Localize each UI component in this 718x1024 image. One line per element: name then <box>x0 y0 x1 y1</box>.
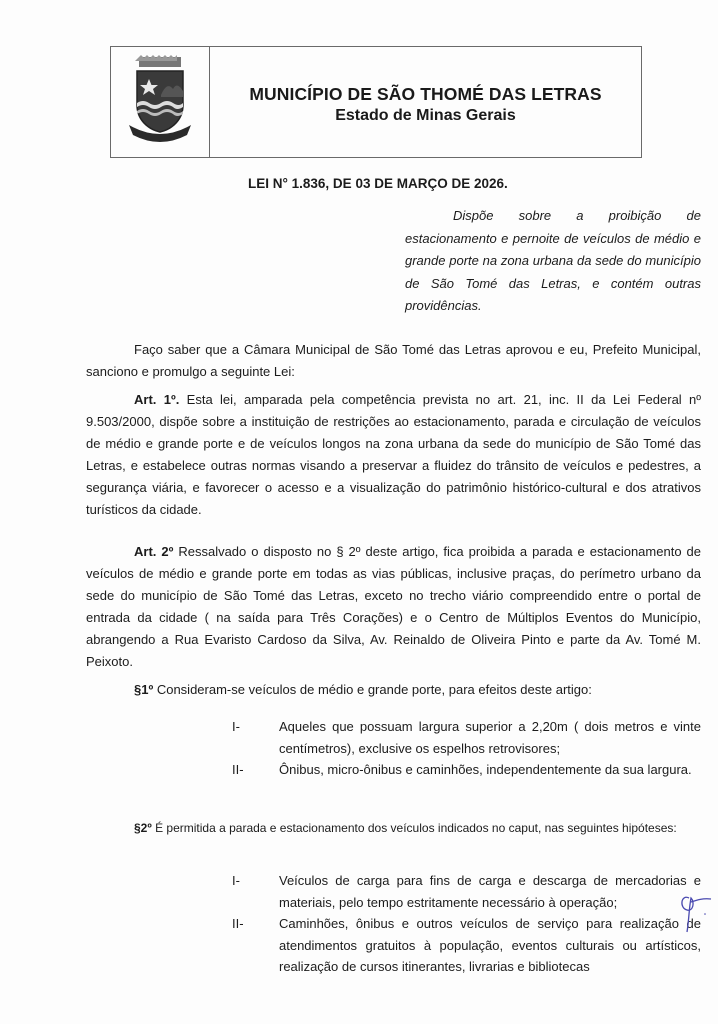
paragraph-1-label: §1º <box>134 682 154 697</box>
list-item-number: II- <box>232 916 244 931</box>
article-2-text: Ressalvado o disposto no § 2º deste artigo, fica proibida a parada e estacionamento de veículos de médio e grande porte em todas as vias públicas, inclusive praças, do perímetro urbano da sede do município de São Tomé das Letras, exceto no trecho viário compreendido entre o portal de entrada da cidade ( na saída para Três Corações) e o Centro de Múltiplos Eventos do Município, abrangendo a Rua Evaristo Cardoso da Silva, Av. Reinaldo de Oliveira Pinto e parte da Av. Tomé M. Peixoto. <box>86 544 701 669</box>
paragraph-2-text: É permitida a parada e estacionamento dos veículos indicados no caput, nas seguintes hipóteses: <box>151 821 677 835</box>
law-summary <box>405 205 701 318</box>
paragraph-1 <box>134 679 694 701</box>
coat-of-arms-icon <box>125 53 195 145</box>
list-item-text: Caminhões, ônibus e outros veículos de serviço para realização de atendimentos gratuitos à população, eventos culturais ou artísticos, realização de cursos itinerantes, livrarias e bibliotecas <box>279 916 701 974</box>
law-title: LEI N° 1.836, DE 03 DE MARÇO DE 2026. <box>248 176 508 191</box>
list-item-number: I- <box>232 719 240 734</box>
paragraph-1-list <box>232 716 701 781</box>
letterhead <box>110 46 642 158</box>
preamble: Faço saber que a Câmara Municipal de São Tomé das Letras aprovou e eu, Prefeito Municipal, sanciono e promulgo a seguinte Lei: <box>86 342 701 379</box>
article-1-text: Esta lei, amparada pela competência prevista no art. 21, inc. II da Lei Federal nº 9.503/2000, dispõe sobre a instituição de restrições ao estacionamento, parada e circulação de veículos de médio e grande porte e de veículos longos na zona urbana da sede do município de São Tomé das Letras, e estabelece outras normas visando a preservar a fluidez do trânsito de veículos e pedestres, a segurança viária, e favorecer o acesso e a visualização do patrimônio histórico-cultural e dos atrativos turísticos da cidade. <box>86 392 701 517</box>
paragraph-1-text: Consideram-se veículos de médio e grande porte, para efeitos deste artigo: <box>153 682 592 697</box>
handwritten-initials-icon <box>675 880 715 940</box>
list-item <box>232 716 701 759</box>
law-summary-text: Dispõe sobre a proibição de estacionamento e pernoite de veículos de médio e grande porte na zona urbana da sede do município de São Tomé das Letras, e contém outras providências. <box>405 208 701 313</box>
list-item <box>232 759 701 781</box>
municipality-name: MUNICÍPIO DE SÃO THOMÉ DAS LETRAS <box>249 83 602 104</box>
state-name: Estado de Minas Gerais <box>335 106 516 124</box>
list-item-number: II- <box>232 762 244 777</box>
article-1 <box>86 389 701 521</box>
list-item-text: Ônibus, micro-ônibus e caminhões, independentemente da sua largura. <box>279 762 692 777</box>
list-item-number: I- <box>232 873 240 888</box>
list-item <box>232 913 701 978</box>
article-1-label: Art. 1º. <box>134 392 180 407</box>
article-2-label: Art. 2º <box>134 544 174 559</box>
letterhead-title <box>210 47 641 157</box>
crest-cell <box>111 47 210 157</box>
list-item-text: Aqueles que possuam largura superior a 2,20m ( dois metros e vinte centímetros), exclusive os espelhos retrovisores; <box>279 719 701 756</box>
paragraph-2-list <box>232 870 701 978</box>
article-2 <box>86 541 701 673</box>
list-item-text: Veículos de carga para fins de carga e descarga de mercadorias e materiais, pelo tempo estritamente necessário à operação; <box>279 873 701 910</box>
paragraph-2-label: §2º <box>134 821 152 835</box>
paragraph-2 <box>86 817 701 839</box>
list-item <box>232 870 701 913</box>
